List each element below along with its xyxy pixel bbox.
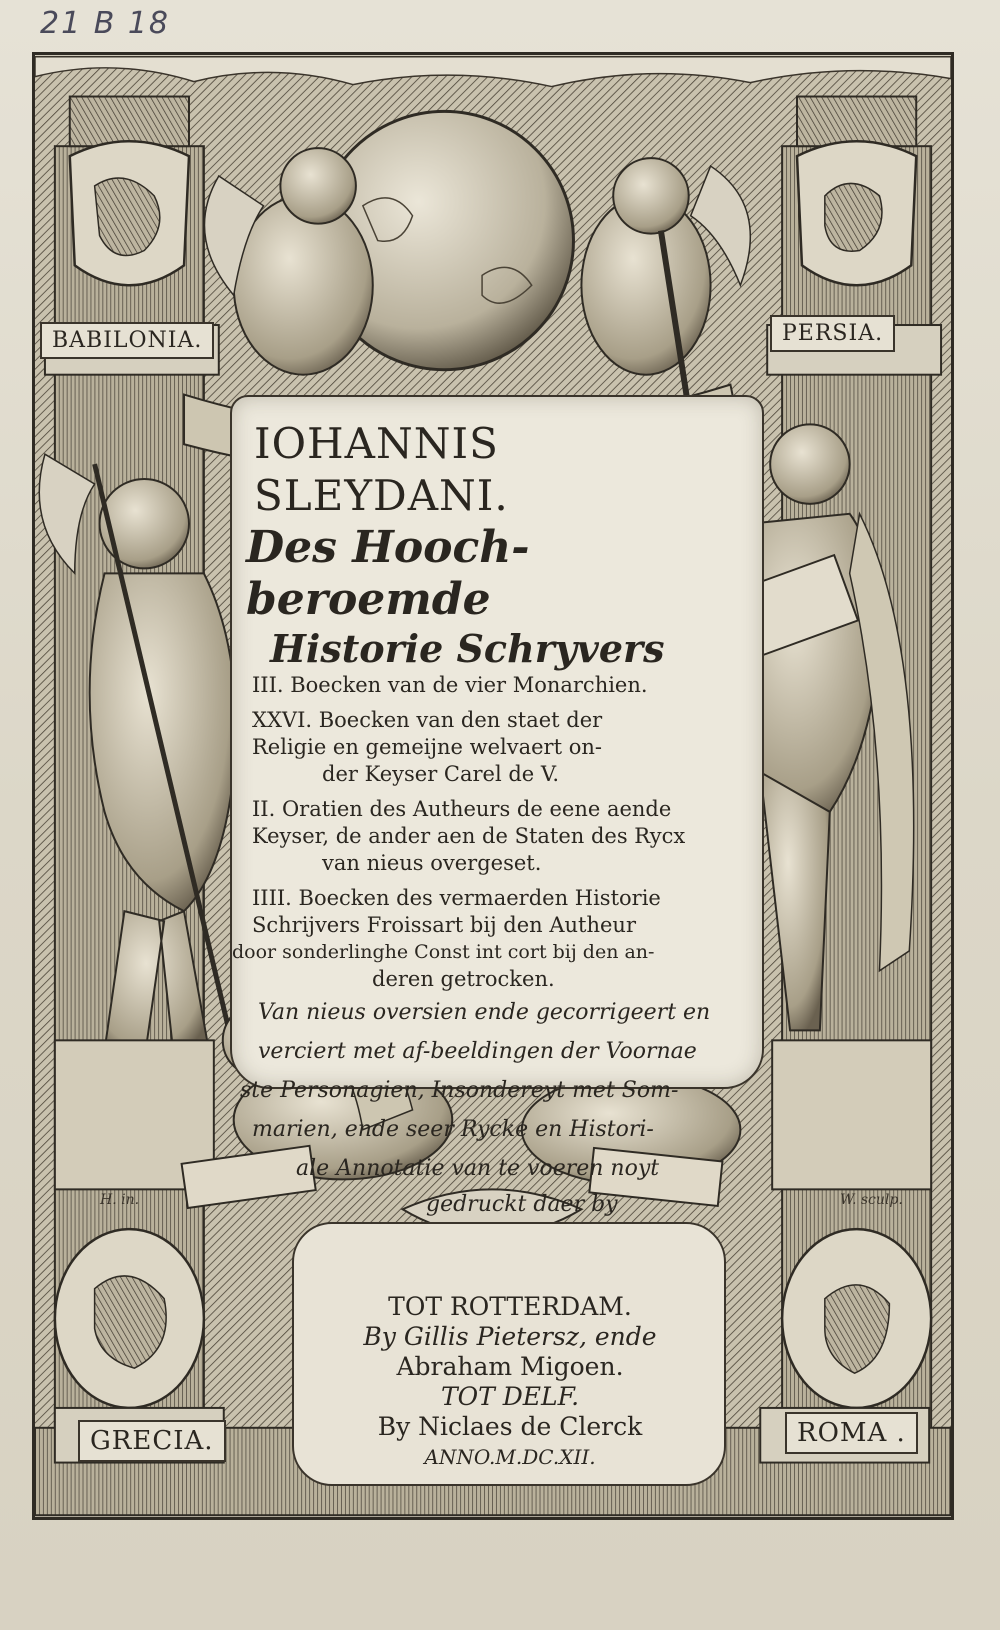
shelfmark-note: 21 B 18 — [40, 6, 171, 41]
book-religie-line-3: der Keyser Carel de V. — [322, 762, 560, 786]
revision-line-3: ste Personagien, Insondereyt met Som- — [240, 1078, 679, 1103]
book-religie-line-1: XXVI. Boecken van den staet der — [252, 708, 603, 732]
oratien-line-3: van nieus overgeset. — [322, 851, 542, 875]
banner-babilonia: BABILONIA. — [40, 322, 214, 359]
imprint-city-2: TOT DELF. — [440, 1382, 580, 1411]
title-line-3: Historie Schryvers — [270, 626, 665, 671]
imprint-year: ANNO.M.DC.XII. — [424, 1445, 596, 1469]
banner-roma: ROMA . — [785, 1412, 918, 1454]
oratien-line-2: Keyser, de ander aen de Staten des Rycx — [252, 824, 686, 848]
revision-line-2: verciert met af-beeldingen der Voornae — [258, 1039, 697, 1064]
title-block — [232, 418, 752, 1256]
imprint-printer-1: By Gillis Pietersz, ende — [363, 1322, 657, 1351]
revision-line-1: Van nieus oversien ende gecorrigeert en — [258, 1000, 711, 1025]
banner-grecia: GRECIA. — [78, 1420, 226, 1462]
imprint-printer-3: By Niclaes de Clerck — [377, 1412, 643, 1441]
imprint-block — [300, 1292, 720, 1472]
book-monarchien: III. Boecken van de vier Monarchien. — [252, 673, 648, 697]
book-religie-line-2: Religie en gemeijne welvaert on- — [252, 735, 602, 759]
revision-line-4: marien, ende seer Rycke en Histori- — [252, 1117, 654, 1142]
engraver-signature-right: W. sculp. — [840, 1192, 903, 1208]
froissart-line-1: IIII. Boecken des vermaerden Historie — [252, 886, 661, 910]
oratien-line-1: II. Oratien des Autheurs de eene aende — [252, 797, 672, 821]
engraver-signature-left: H. in. — [100, 1192, 140, 1208]
froissart-line-3: door sonderlinghe Const int cort bij den an- — [232, 941, 655, 963]
imprint-city-1: TOT ROTTERDAM. — [388, 1292, 632, 1321]
revision-line-5: ale Annotatie van te voeren noyt — [296, 1156, 660, 1181]
imprint-printer-2: Abraham Migoen. — [396, 1352, 624, 1381]
banner-persia: PERSIA. — [770, 315, 895, 352]
froissart-line-2: Schrijvers Froissart bij den Autheur — [252, 913, 636, 937]
froissart-line-4: deren getrocken. — [372, 967, 555, 991]
title-line-2: Des Hooch-beroemde — [246, 522, 530, 625]
title-author: IOHANNIS SLEYDANI. — [254, 419, 509, 520]
revision-line-6: gedruckt daer by — [426, 1192, 618, 1217]
